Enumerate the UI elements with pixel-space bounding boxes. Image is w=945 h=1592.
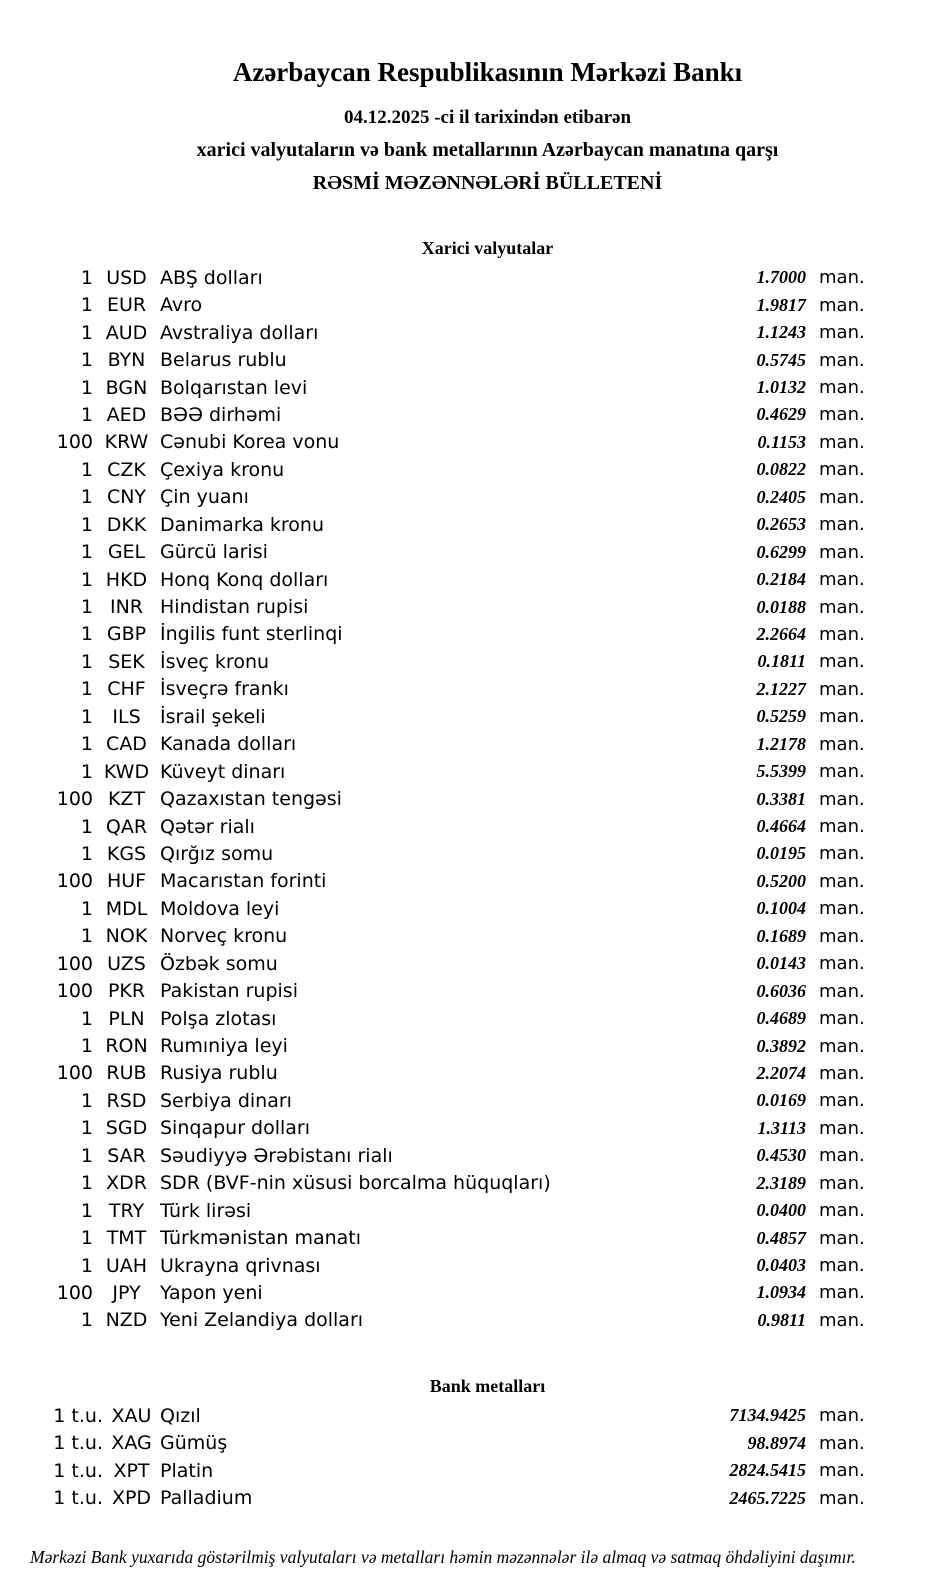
amount-value: 100 [56, 870, 93, 893]
unit-label: man. [819, 322, 865, 344]
currency-code: BGN [105, 376, 148, 399]
rate-value: 0.4664 [756, 816, 806, 837]
amount-value: 1 [80, 842, 93, 865]
amount-value: 1 [80, 321, 93, 344]
metal-row [0, 1484, 945, 1511]
currency-name: Kanada dolları [160, 733, 297, 756]
metal-row [0, 1430, 945, 1457]
currency-code: SGD [105, 1117, 148, 1140]
amount-value: 1 [80, 349, 93, 372]
rate-value: 2824.5415 [729, 1460, 806, 1481]
currency-name: Avro [160, 294, 203, 317]
currency-code: HUF [106, 870, 147, 893]
rate-value: 0.1153 [757, 431, 806, 452]
currency-row [0, 785, 945, 812]
unit-label: man. [819, 898, 865, 920]
currency-code: KRW [104, 431, 149, 454]
rate-value: 98.8974 [747, 1432, 806, 1453]
amount-value: 1 [80, 596, 93, 619]
currency-row [0, 758, 945, 785]
currency-row [0, 840, 945, 867]
rate-value: 1.1243 [756, 322, 806, 343]
currency-row [0, 1307, 945, 1334]
currency-name: Serbiya dinarı [160, 1089, 292, 1112]
header-subtitle: xarici valyutaların və bank metallarının Azərbaycan manatına qarşı [196, 139, 779, 162]
unit-label: man. [819, 1432, 865, 1454]
bulletin-title: RƏSMİ MƏZƏNNƏLƏRİ BÜLLETENİ [312, 172, 663, 195]
currency-row [0, 429, 945, 456]
unit-label: man. [819, 1309, 865, 1331]
currency-code: RUB [106, 1062, 147, 1085]
rate-value: 0.0822 [756, 459, 806, 480]
rate-value: 0.3892 [756, 1035, 806, 1056]
currency-name: İsrail şekeli [160, 705, 266, 728]
unit-label: man. [819, 1282, 865, 1304]
currency-name: Səudiyyə Ərəbistanı rialı [160, 1144, 393, 1167]
metal-row [0, 1457, 945, 1484]
currency-row [0, 813, 945, 840]
currency-name: Gürcü larisi [160, 541, 268, 564]
currency-name: Avstraliya dolları [160, 321, 319, 344]
currency-row [0, 346, 945, 373]
currency-code: CHF [107, 678, 146, 701]
rate-value: 1.3113 [757, 1117, 806, 1138]
effective-date-line: 04.12.2025 -ci il tarixindən etibarən [343, 107, 632, 129]
rate-value: 2.2664 [756, 623, 806, 644]
unit-label: man. [819, 514, 865, 536]
unit-label: man. [819, 294, 865, 316]
currency-name: Qətər rialı [160, 815, 255, 838]
amount-value: 1 [80, 541, 93, 564]
rate-value: 0.2653 [756, 514, 806, 535]
currency-name: Rumıniya leyi [160, 1035, 288, 1058]
document-header [30, 0, 945, 195]
currency-name: Bolqarıstan levi [160, 376, 308, 399]
currency-code: MDL [105, 897, 148, 920]
currency-row [0, 291, 945, 318]
amount-value: 1 [80, 486, 93, 509]
currency-name: SDR (BVF-nin xüsusi borcalma hüquqları) [160, 1172, 551, 1195]
amount-value: 1 [80, 294, 93, 317]
currency-row [0, 401, 945, 428]
footer-disclaimer: Mərkəzi Bank yuxarıda göstərilmiş valyutaları və metalları həmin məzənnələr ilə almaq və satmaq öhdəliyini daşımır. [30, 1546, 856, 1567]
rate-value: 0.5200 [756, 870, 806, 891]
unit-label: man. [819, 459, 865, 481]
currency-name: İngilis funt sterlinqi [160, 623, 343, 646]
rate-value: 5.5399 [756, 761, 806, 782]
currency-code: XPT [113, 1459, 150, 1482]
currency-name: Yapon yeni [160, 1281, 263, 1304]
currency-row [0, 538, 945, 565]
currency-name: Pakistan rupisi [160, 980, 298, 1003]
currency-code: NOK [105, 925, 148, 948]
rate-value: 0.4857 [756, 1227, 806, 1248]
unit-label: man. [819, 267, 865, 289]
currency-row [0, 703, 945, 730]
amount-value: 100 [56, 788, 93, 811]
currency-name: Belarus rublu [160, 349, 287, 372]
rate-value: 0.0143 [756, 953, 806, 974]
amount-value: 1 [80, 568, 93, 591]
currency-name: Polşa zlotası [160, 1007, 277, 1030]
unit-label: man. [819, 706, 865, 728]
currency-name: İsveçrə frankı [160, 678, 289, 701]
currency-name: Honq Konq dolları [160, 568, 329, 591]
amount-value: 100 [56, 980, 93, 1003]
amount-value: 1 [80, 760, 93, 783]
currency-name: ABŞ dolları [160, 266, 263, 289]
currency-row [0, 923, 945, 950]
amount-value: 1 [80, 458, 93, 481]
currency-row [0, 456, 945, 483]
currency-code: KGS [106, 842, 147, 865]
currency-code: UZS [107, 952, 146, 975]
currency-code: EUR [106, 294, 147, 317]
amount-value: 1 [80, 1172, 93, 1195]
currency-name: Özbək somu [160, 952, 278, 975]
currency-name: Qırğız somu [160, 842, 274, 865]
currency-code: XAG [111, 1432, 152, 1455]
rate-value: 0.9811 [757, 1309, 806, 1330]
rate-value: 0.4689 [756, 1008, 806, 1029]
currency-row [0, 1197, 945, 1224]
amount-value: 1 [80, 1035, 93, 1058]
currency-rates-table [0, 264, 945, 1334]
currency-name: Gümüş [160, 1432, 228, 1455]
currency-name: Qızıl [160, 1404, 201, 1427]
currency-code: INR [109, 596, 144, 619]
currency-name: Cənubi Korea vonu [160, 431, 340, 454]
currency-row [0, 1115, 945, 1142]
metal-row [0, 1402, 945, 1429]
rate-value: 0.3381 [756, 788, 806, 809]
amount-value: 1 [80, 623, 93, 646]
currency-code: QAR [105, 815, 148, 838]
rate-value: 0.0400 [756, 1200, 806, 1221]
amount-value: 1 [80, 925, 93, 948]
currency-code: USD [106, 266, 147, 289]
unit-label: man. [819, 788, 865, 810]
currency-name: Macarıstan forinti [160, 870, 327, 893]
currency-name: Moldova leyi [160, 897, 280, 920]
unit-label: man. [819, 349, 865, 371]
currency-code: PLN [108, 1007, 145, 1030]
amount-value: 1 [80, 1309, 93, 1332]
currency-row [0, 1279, 945, 1306]
bulletin-page [30, 0, 945, 1512]
rate-value: 1.0934 [756, 1282, 806, 1303]
unit-label: man. [819, 925, 865, 947]
currency-code: PKR [107, 980, 146, 1003]
rate-value: 0.1689 [756, 925, 806, 946]
currency-code: AED [106, 403, 147, 426]
currency-row [0, 1005, 945, 1032]
currency-code: KZT [107, 788, 146, 811]
rate-value: 0.5745 [756, 349, 806, 370]
rate-value: 0.0195 [756, 843, 806, 864]
amount-value: 100 [56, 1062, 93, 1085]
amount-value: 1 [80, 1007, 93, 1030]
unit-label: man. [819, 1200, 865, 1222]
rate-value: 0.0169 [756, 1090, 806, 1111]
amount-value: 1 [80, 705, 93, 728]
amount-value: 1 [80, 897, 93, 920]
amount-value: 1 [80, 1199, 93, 1222]
amount-value: 1 t.u. [53, 1404, 103, 1427]
currency-row [0, 566, 945, 593]
currency-row [0, 950, 945, 977]
unit-label: man. [819, 953, 865, 975]
unit-label: man. [819, 1008, 865, 1030]
currency-code: CZK [107, 458, 146, 481]
rate-value: 1.7000 [756, 267, 806, 288]
currency-code: RSD [106, 1089, 147, 1112]
currency-row [0, 1087, 945, 1114]
unit-label: man. [819, 1487, 865, 1509]
currency-name: Qazaxıstan tengəsi [160, 788, 342, 811]
currency-code: RON [105, 1035, 148, 1058]
rate-value: 0.1811 [757, 651, 806, 672]
rate-value: 0.6299 [756, 541, 806, 562]
currency-name: Danimarka kronu [160, 513, 325, 536]
amount-value: 100 [56, 952, 93, 975]
currency-row [0, 977, 945, 1004]
currency-code: SAR [107, 1144, 146, 1167]
metal-rates-table [0, 1402, 945, 1512]
rate-value: 0.0403 [756, 1255, 806, 1276]
unit-label: man. [819, 733, 865, 755]
unit-label: man. [819, 569, 865, 591]
currency-code: UAH [105, 1254, 148, 1277]
currency-name: Küveyt dinarı [160, 760, 286, 783]
currency-row [0, 648, 945, 675]
currency-name: Sinqapur dolları [160, 1117, 311, 1140]
unit-label: man. [819, 623, 865, 645]
currency-code: SEK [108, 650, 145, 673]
currency-code: JPY [112, 1281, 141, 1304]
currency-row [0, 1169, 945, 1196]
currency-row [0, 374, 945, 401]
rate-value: 2.3189 [756, 1172, 806, 1193]
currency-code: AUD [105, 321, 148, 344]
currency-code: HKD [105, 568, 148, 591]
currency-code: CNY [106, 486, 147, 509]
unit-label: man. [819, 816, 865, 838]
rate-value: 0.0188 [756, 596, 806, 617]
section-title-foreign-currencies: Xarici valyutalar [421, 238, 554, 259]
currency-name: Türkmənistan manatı [160, 1227, 362, 1250]
rate-value: 0.2405 [756, 486, 806, 507]
currency-code: DKK [106, 513, 147, 536]
currency-row [0, 1252, 945, 1279]
currency-row [0, 319, 945, 346]
currency-code: XDR [106, 1172, 147, 1195]
currency-row [0, 264, 945, 291]
rate-value: 7134.9425 [729, 1405, 806, 1426]
amount-value: 1 [80, 403, 93, 426]
unit-label: man. [819, 1035, 865, 1057]
currency-row [0, 1224, 945, 1251]
amount-value: 1 [80, 376, 93, 399]
amount-value: 100 [56, 431, 93, 454]
currency-row [0, 1142, 945, 1169]
currency-row [0, 1060, 945, 1087]
currency-row [0, 868, 945, 895]
amount-value: 1 [80, 815, 93, 838]
unit-label: man. [819, 1227, 865, 1249]
unit-label: man. [819, 1145, 865, 1167]
amount-value: 1 t.u. [53, 1459, 103, 1482]
currency-code: KWD [103, 760, 150, 783]
currency-row [0, 895, 945, 922]
currency-name: Çin yuanı [160, 486, 249, 509]
currency-row [0, 621, 945, 648]
currency-name: Yeni Zelandiya dolları [160, 1309, 364, 1332]
amount-value: 1 [80, 650, 93, 673]
amount-value: 1 [80, 1254, 93, 1277]
currency-code: CAD [106, 733, 147, 756]
unit-label: man. [819, 404, 865, 426]
amount-value: 1 [80, 1089, 93, 1112]
amount-value: 1 [80, 1117, 93, 1140]
unit-label: man. [819, 377, 865, 399]
currency-name: Hindistan rupisi [160, 596, 309, 619]
currency-name: Ukrayna qrivnası [160, 1254, 321, 1277]
currency-code: BYN [107, 349, 146, 372]
currency-row [0, 676, 945, 703]
unit-label: man. [819, 1172, 865, 1194]
currency-code: TMT [106, 1227, 147, 1250]
rate-value: 1.0132 [756, 377, 806, 398]
rate-value: 0.2184 [756, 569, 806, 590]
currency-code: XAU [111, 1404, 152, 1427]
rate-value: 0.6036 [756, 980, 806, 1001]
unit-label: man. [819, 486, 865, 508]
rate-value: 0.4530 [756, 1145, 806, 1166]
unit-label: man. [819, 651, 865, 673]
unit-label: man. [819, 541, 865, 563]
amount-value: 1 [80, 513, 93, 536]
unit-label: man. [819, 1062, 865, 1084]
currency-row [0, 484, 945, 511]
currency-row [0, 511, 945, 538]
rate-value: 0.1004 [756, 898, 806, 919]
amount-value: 100 [56, 1281, 93, 1304]
section-title-bank-metals: Bank metalları [429, 1376, 546, 1397]
rate-value: 1.9817 [756, 294, 806, 315]
unit-label: man. [819, 1460, 865, 1482]
currency-row [0, 1032, 945, 1059]
amount-value: 1 [80, 678, 93, 701]
currency-code: ILS [112, 705, 141, 728]
currency-row [0, 593, 945, 620]
currency-name: Norveç kronu [160, 925, 288, 948]
unit-label: man. [819, 843, 865, 865]
unit-label: man. [819, 980, 865, 1002]
unit-label: man. [819, 870, 865, 892]
amount-value: 1 [80, 733, 93, 756]
currency-code: XPD [111, 1487, 152, 1510]
unit-label: man. [819, 1090, 865, 1112]
currency-name: Palladium [160, 1487, 253, 1510]
currency-code: TRY [108, 1199, 145, 1222]
currency-name: BƏƏ dirhəmi [160, 403, 282, 426]
currency-name: Türk lirəsi [160, 1199, 252, 1222]
rate-value: 0.5259 [756, 706, 806, 727]
unit-label: man. [819, 596, 865, 618]
unit-label: man. [819, 431, 865, 453]
currency-name: Çexiya kronu [160, 458, 285, 481]
rate-value: 0.4629 [756, 404, 806, 425]
amount-value: 1 t.u. [53, 1487, 103, 1510]
amount-value: 1 [80, 1227, 93, 1250]
rate-value: 2.2074 [756, 1062, 806, 1083]
rate-value: 2465.7225 [729, 1487, 806, 1508]
unit-label: man. [819, 1117, 865, 1139]
currency-row [0, 730, 945, 757]
currency-name: Platin [160, 1459, 214, 1482]
unit-label: man. [819, 1255, 865, 1277]
unit-label: man. [819, 761, 865, 783]
rate-value: 2.1227 [756, 678, 806, 699]
currency-code: GBP [106, 623, 147, 646]
unit-label: man. [819, 1405, 865, 1427]
page-title: Azərbaycan Respublikasının Mərkəzi Bankı [232, 57, 743, 87]
rate-value: 1.2178 [756, 733, 806, 754]
unit-label: man. [819, 678, 865, 700]
currency-name: İsveç kronu [160, 650, 270, 673]
currency-name: Rusiya rublu [160, 1062, 278, 1085]
currency-code: NZD [105, 1309, 148, 1332]
amount-value: 1 t.u. [53, 1432, 103, 1455]
currency-code: GEL [107, 541, 146, 564]
amount-value: 1 [80, 266, 93, 289]
amount-value: 1 [80, 1144, 93, 1167]
